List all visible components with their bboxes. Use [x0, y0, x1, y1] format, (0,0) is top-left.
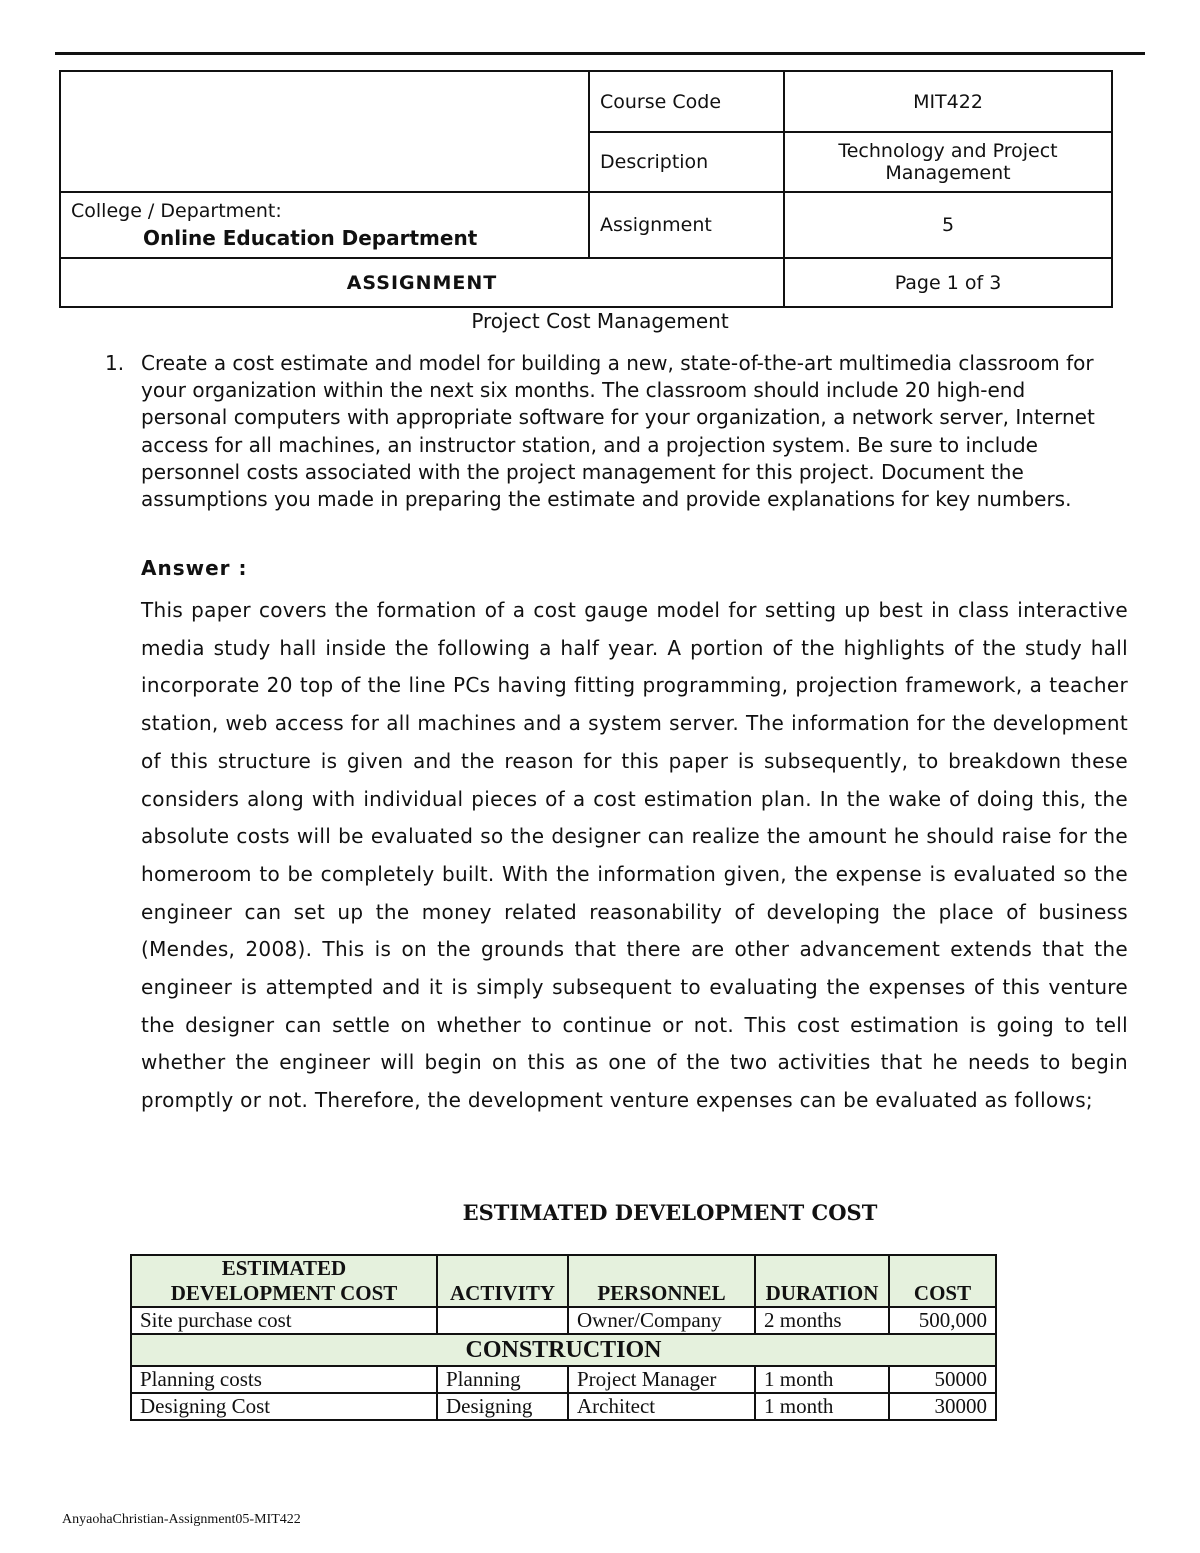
description-value: Technology and Project Management: [784, 132, 1112, 192]
course-header-table: [59, 70, 1113, 308]
question-text: Create a cost estimate and model for building a new, state-of-the-art multimedia classroom for your organization within the next six months. The classroom should include 20 high-end personal computers with appropriate software for your organization, a network server, Internet access for all machines, an instructor station, and a projection system. Be sure to include personnel costs associated with the project management for this project. Document the assumptions you made in preparing the estimate and provide explanations for key numbers.: [141, 351, 1095, 512]
assignment-title: ASSIGNMENT: [60, 258, 784, 307]
cost-table: [130, 1254, 997, 1421]
course-code-value: MIT422: [784, 71, 1112, 132]
row-duration: 1 month: [755, 1366, 889, 1393]
answer-body: This paper covers the formation of a cost gauge model for setting up best in class interactive media study hall inside the following a half year. A portion of the highlights of the study hall incorporate 20 top of the line PCs having fitting programming, projection framework, a teacher station, web access for all machines and a system server. The information for the development of this structure is given and the reason for this paper is subsequently, to breakdown these considers along with individual pieces of a cost estimation plan. In the wake of doing this, the absolute costs will be evaluated so the designer can realize the amount he should raise for the homeroom to be completely built. With the information given, the expense is evaluated so the engineer can set up the money related reasonability of developing the place of business (Mendes, 2008). This is on the grounds that there are other advancement extends that the engineer is attempted and it is simply subsequent to evaluating the expenses of this venture the designer can settle on whether to continue or not. This cost estimation is going to tell whether the engineer will begin on this as one of the two activities that he needs to begin promptly or not. Therefore, the development venture expenses can be evaluated as follows;: [141, 598, 1128, 1113]
row-cost: 50000: [889, 1366, 996, 1393]
row-cost: 500,000: [889, 1307, 996, 1334]
top-rule: [55, 52, 1145, 55]
page-indicator: Page 1 of 3: [784, 258, 1112, 307]
section-construction: CONSTRUCTION: [131, 1334, 996, 1366]
row-item: Designing Cost: [131, 1393, 437, 1420]
row-personnel: Project Manager: [568, 1366, 755, 1393]
college-value: Online Education Department: [143, 226, 478, 250]
row-item: Site purchase cost: [131, 1307, 437, 1334]
header-activity: ACTIVITY: [437, 1255, 568, 1307]
header-cost: COST: [889, 1255, 996, 1307]
answer-label: Answer :: [141, 556, 248, 580]
row-cost: 30000: [889, 1393, 996, 1420]
table-row: [131, 1393, 996, 1420]
cost-table-title: ESTIMATED DEVELOPMENT COST: [462, 1200, 878, 1225]
footer-filename: AnyaohaChristian-Assignment05-MIT422: [62, 1512, 301, 1527]
row-duration: 2 months: [755, 1307, 889, 1334]
table-row: [131, 1366, 996, 1393]
course-code-label: Course Code: [589, 71, 784, 132]
row-duration: 1 month: [755, 1393, 889, 1420]
header-personnel: PERSONNEL: [568, 1255, 755, 1307]
section-subtitle: Project Cost Management: [471, 309, 729, 333]
header-estimated-cost: ESTIMATED DEVELOPMENT COST: [131, 1255, 437, 1307]
row-activity: Designing: [437, 1393, 568, 1420]
college-label: College / Department:: [71, 200, 282, 222]
logo-cell: [60, 71, 589, 192]
question-1: [105, 350, 1115, 513]
assignment-label: Assignment: [589, 192, 784, 258]
table-row: [131, 1307, 996, 1334]
row-personnel: Owner/Company: [568, 1307, 755, 1334]
row-activity: Planning: [437, 1366, 568, 1393]
header-duration: DURATION: [755, 1255, 889, 1307]
row-item: Planning costs: [131, 1366, 437, 1393]
question-number: 1.: [105, 351, 125, 375]
assignment-number: 5: [784, 192, 1112, 258]
row-personnel: Architect: [568, 1393, 755, 1420]
college-cell: [60, 192, 589, 258]
description-label: Description: [589, 132, 784, 192]
row-activity: [437, 1307, 568, 1334]
